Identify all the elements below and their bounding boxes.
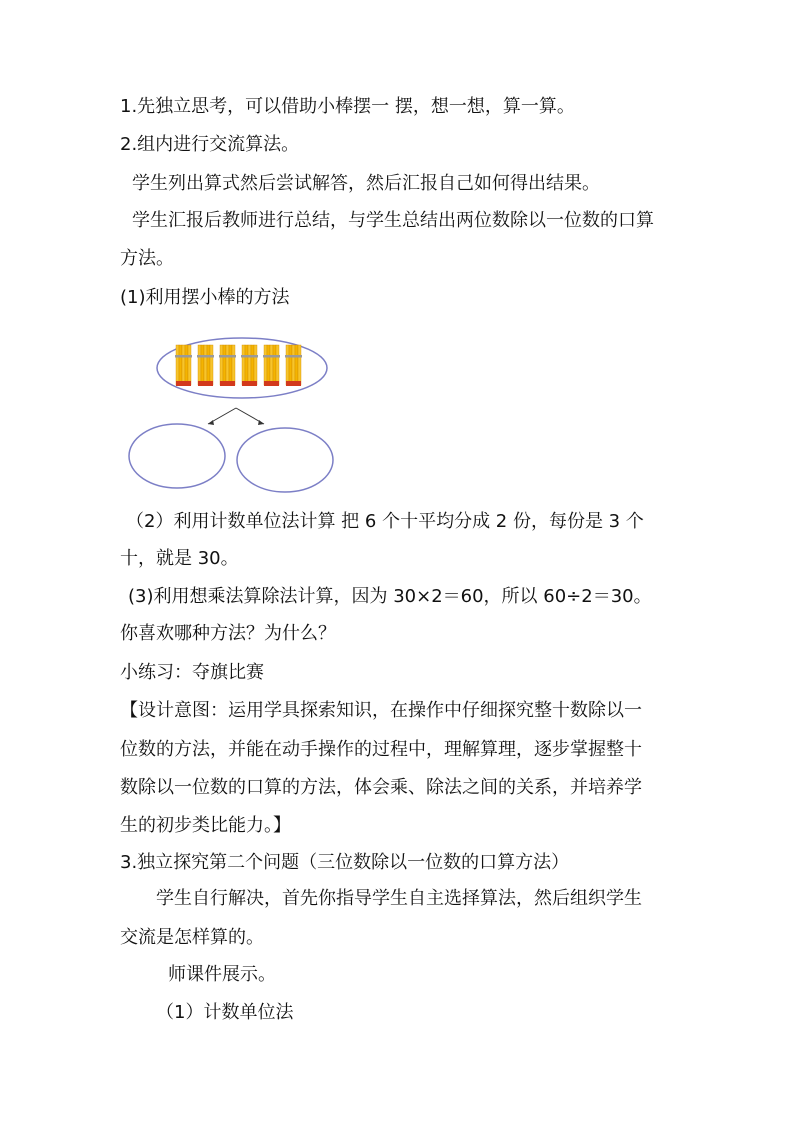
text-line-8: 十，就是 30。 <box>120 548 239 569</box>
left-oval <box>129 424 225 488</box>
text-line-15: 生的初步类比能力。】 <box>120 815 291 836</box>
text-line-1: 1.先独立思考，可以借助小棒摆一 摆，想一想，算一算。 <box>120 96 575 117</box>
right-oval <box>237 428 333 492</box>
text-line-5: 方法。 <box>120 248 174 269</box>
stick-bundle <box>175 345 192 386</box>
arrowhead-right <box>258 420 264 425</box>
stick-bundle-diagram <box>120 330 350 500</box>
stick-bundles <box>175 345 302 386</box>
stick-bundle <box>263 345 280 386</box>
text-line-19: 师课件展示。 <box>168 964 276 985</box>
stick-bundle <box>197 345 214 386</box>
text-line-16: 3.独立探究第二个问题（三位数除以一位数的口算方法） <box>120 852 570 873</box>
text-line-9: (3)利用想乘法算除法计算，因为 30×2＝60，所以 60÷2＝30。 <box>128 586 652 607</box>
text-line-12: 【设计意图：运用学具探索知识，在操作中仔细探究整十数除以一 <box>120 700 642 721</box>
text-line-11: 小练习：夺旗比赛 <box>120 662 264 683</box>
text-line-17: 学生自行解决，首先你指导学生自主选择算法，然后组织学生 <box>156 888 642 909</box>
text-line-18: 交流是怎样算的。 <box>120 927 264 948</box>
stick-bundle <box>285 345 302 386</box>
stick-bundle <box>219 345 236 386</box>
text-line-6: (1)利用摆小棒的方法 <box>120 287 290 308</box>
text-line-4: 学生汇报后教师进行总结，与学生总结出两位数除以一位数的口算 <box>132 210 654 231</box>
text-line-20: （1）计数单位法 <box>156 1002 294 1023</box>
arrowhead-left <box>208 420 214 425</box>
text-line-7: （2）利用计数单位法计算 把 6 个十平均分成 2 份，每份是 3 个 <box>126 511 644 532</box>
text-line-2: 2.组内进行交流算法。 <box>120 134 300 155</box>
text-line-10: 你喜欢哪种方法？为什么？ <box>120 623 336 644</box>
stick-bundle <box>241 345 258 386</box>
text-line-13: 位数的方法，并能在动手操作的过程中，理解算理，逐步掌握整十 <box>120 739 642 760</box>
text-line-3: 学生列出算式然后尝试解答，然后汇报自己如何得出结果。 <box>132 173 600 194</box>
text-line-14: 数除以一位数的口算的方法，体会乘、除法之间的关系，并培养学 <box>120 777 642 798</box>
